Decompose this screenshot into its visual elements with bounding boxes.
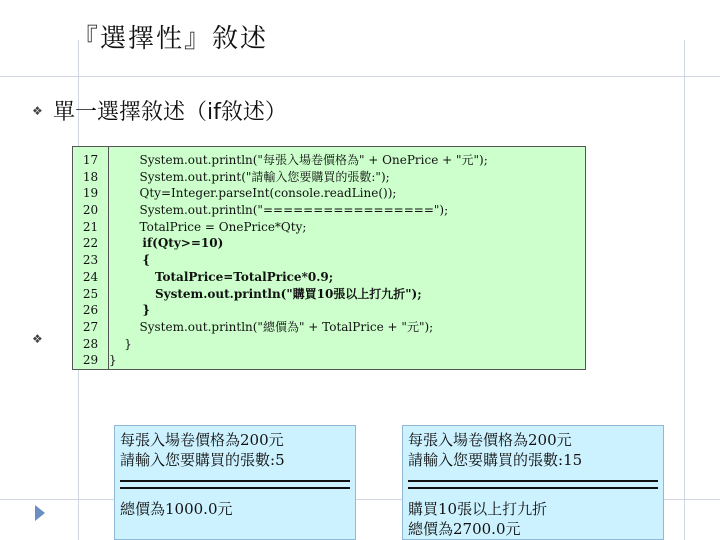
output-line: 每張入場卷價格為200元 (408, 431, 572, 449)
output-line: 總價為2700.0元 (408, 520, 521, 538)
bullet-arrow-icon: ❖ (32, 332, 43, 346)
line-number: 22 (82, 236, 99, 251)
console-output-qty-5 (114, 425, 356, 540)
code-line: System.out.print("請輸入您要購買的張數:"); (109, 169, 390, 184)
code-line: TotalPrice = OnePrice*Qty; (109, 219, 307, 234)
line-number: 26 (82, 303, 99, 318)
bullet-arrow-icon: ❖ (32, 104, 43, 118)
prompt-text: 請輸入您要購買的張數: (408, 451, 564, 469)
user-input-value: 15 (563, 451, 583, 469)
code-listing (72, 146, 586, 370)
output-line: 購買10張以上打九折 (408, 500, 548, 518)
output-line: 每張入場卷價格為200元 (120, 431, 284, 449)
line-number: 24 (82, 269, 99, 284)
output-line (120, 450, 355, 470)
code-line: { (109, 253, 151, 268)
prompt-text: 請輸入您要購買的張數: (120, 451, 276, 469)
line-number: 19 (82, 186, 99, 201)
code-line: System.out.println("總價為" + TotalPrice + "元"); (109, 319, 434, 334)
output-line: 總價為1000.0元 (120, 500, 233, 518)
line-number: 20 (82, 203, 99, 218)
line-number: 18 (82, 169, 99, 184)
line-number: 21 (82, 219, 99, 234)
line-number: 25 (82, 286, 99, 301)
line-number: 23 (82, 253, 99, 268)
line-number: 28 (82, 336, 99, 351)
user-input-value: 5 (275, 451, 285, 469)
slide-divider-top (0, 76, 720, 77)
slide-guide-right (684, 40, 685, 540)
line-number: 17 (82, 153, 99, 167)
separator-line (120, 480, 350, 489)
code-line: Qty=Integer.parseInt(console.readLine()); (109, 186, 397, 201)
code-line: System.out.println("================="); (109, 203, 449, 218)
line-number: 27 (82, 319, 99, 334)
code-line: System.out.println("購買10張以上打九折"); (109, 286, 422, 301)
line-number-gutter (73, 147, 109, 369)
code-body (109, 147, 585, 374)
slide-subtitle: 單一選擇敘述（if敘述） (53, 100, 287, 125)
code-line: if(Qty>=10) (109, 236, 224, 251)
code-line: TotalPrice=TotalPrice*0.9; (109, 269, 334, 284)
code-line: System.out.println("每張入場卷價格為" + OnePrice + "元"); (109, 153, 488, 167)
slide-corner-icon (35, 505, 45, 521)
code-line: } (109, 336, 132, 351)
separator-line (408, 480, 658, 489)
code-line: } (109, 353, 117, 368)
line-number: 29 (82, 353, 99, 368)
slide-title: 『選擇性』敘述 (72, 24, 269, 54)
code-line: } (109, 303, 151, 318)
console-output-qty-15 (402, 425, 664, 540)
output-line (408, 450, 663, 470)
